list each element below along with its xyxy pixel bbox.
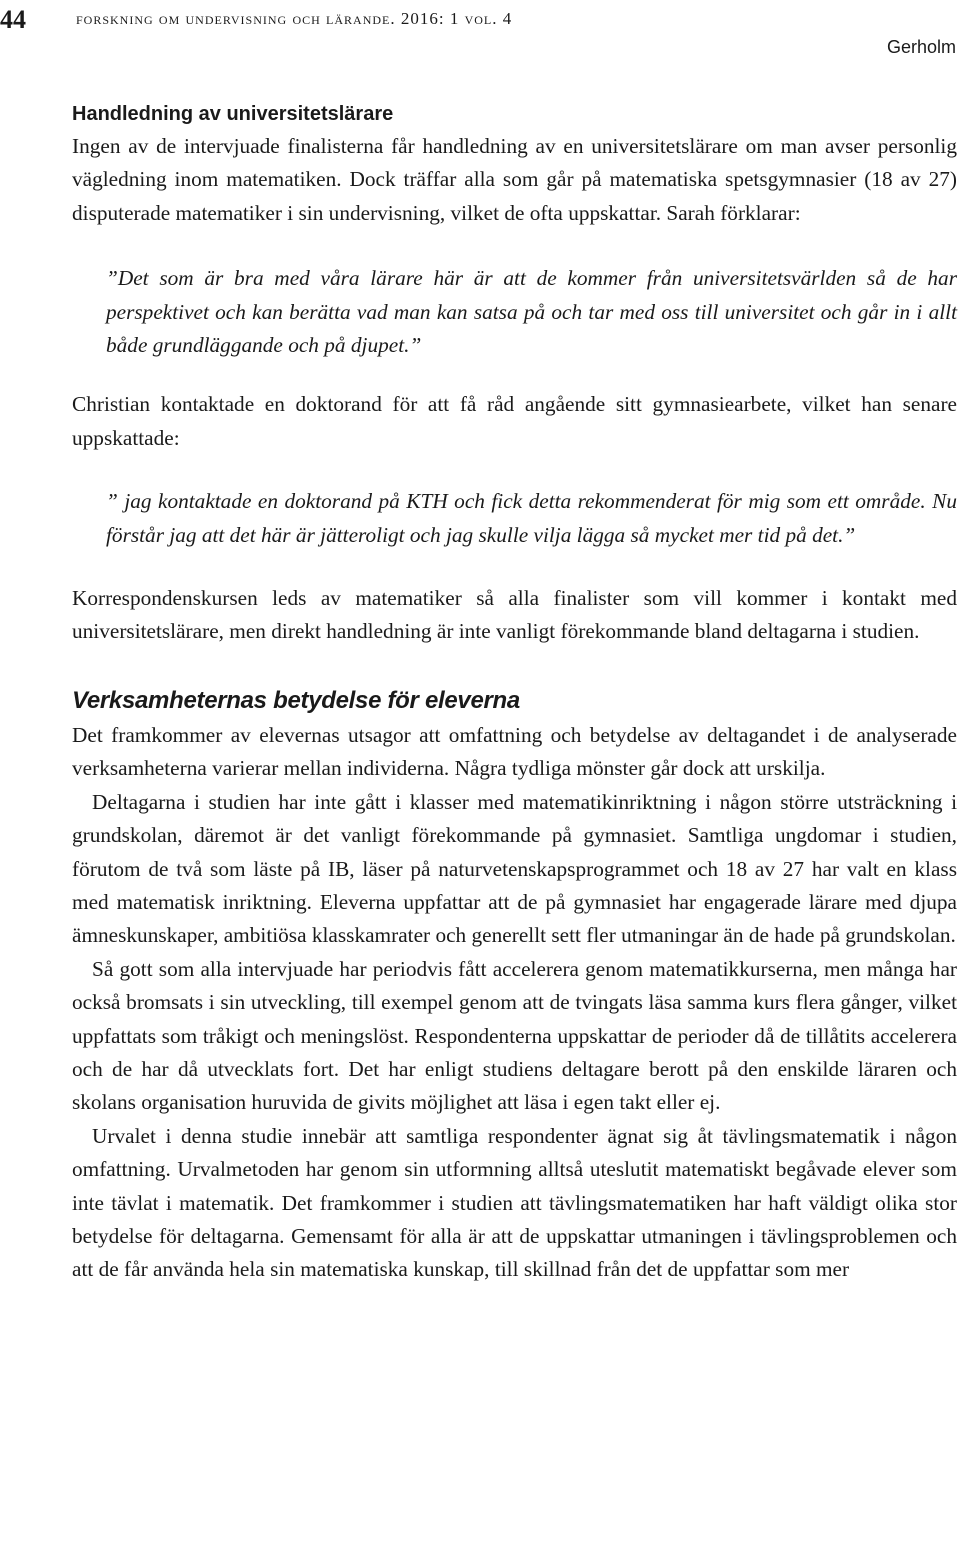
section-heading: Verksamheternas betydelse för eleverna [72,686,520,714]
paragraph: Ingen av de intervjuade finalisterna får handledning av en universitetslärare om man avser personlig vägledning inom matematiken. Dock träffar alla som går på matematiska spetsgymnasier (18 av 27) disputerade matematiker i sin undervisning, vilket de ofta uppskattar. Sarah förklarar: [72,134,957,225]
paragraph: Urvalet i denna studie innebär att samtliga respondenter ägnat sig åt tävlingsmatematik i någon omfattning. Urvalmetoden har genom sin utformning alltså uteslutit matematiskt begåvade elever som inte tävlat i matematik. Det framkommer i studien att tävlingsmatematiken har haft väldigt olika stor betydelse för deltagarna. Gemensamt för alla är att de uppskattar utmaningen i tävlingsproblemen och att de får använda hela sin matematiska kunskap, till skillnad från det de uppfattar som mer [72,1123,957,1282]
subsection-heading: Handledning av universitetslärare [72,103,394,125]
quote-block: ” jag kontaktade en doktorand på KTH och fick detta rekommenderat för mig som ett område. Nu förstår jag att det här är jätteroligt och jag skulle vilja lägga så mycket mer tid på det.” [106,489,957,547]
quote-block: ”Det som är bra med våra lärare här är att de kommer från universitetsvärlden så de har perspektivet och kan berätta vad man kan satsa på och tar med oss till universitet och går in i allt både grundläggande och på djupet.” [106,266,957,358]
paragraph: Det framkommer av elevernas utsagor att omfattning och betydelse av deltagandet i de analyserade verksamheterna varierar mellan individerna. Några tydliga mönster går dock att urskilja. [72,722,957,781]
running-head: forskning om undervisning och lärande. 2016: 1 vol. 4 [76,9,513,28]
author-name: Gerholm [886,37,956,57]
paragraph: Christian kontaktade en doktorand för att få råd angående sitt gymnasiearbete, vilket han senare uppskattade: [72,392,957,450]
paragraph: Korrespondenskursen leds av matematiker så alla finalister som vill kommer i kontakt med universitetslärare, men direkt handledning är inte vanligt förekommande bland deltagarna i studien. [72,586,957,644]
paragraph: Så gott som alla intervjuade har periodvis fått accelerera genom matematikkurserna, men många har också bromsats i sin utveckling, till exempel genom att de tvingats läsa samma kurs flera gånger, vilket uppfattats som tråkigt och meningslöst. Respondenterna uppskattar de perioder då de tillåtits accelerera och de har då utvecklats fort. Det har enligt studiens deltagare berott på den enskilde läraren och skolans organisation huruvida de givits möjlighet att läsa i egen takt eller ej. [72,956,957,1115]
article-body [72,98,957,1287]
paragraph: Deltagarna i studien har inte gått i klasser med matematikinriktning i någon större utsträckning i grundskolan, däremot är det vanligt förekommande på gymnasiet. Samtliga ungdomar i studien, förutom de två som läste på IB, läser på naturvetenskapsprogrammet och 18 av 27 har valt en klass med matematisk inriktning. Eleverna uppfattar att de på gymnasiet har engagerade lärare med djupa ämneskunskaper, ambitiösa klasskamrater och generellt sett fler utmaningar än de hade på grundskolan. [72,789,957,948]
page-number: 44 [0,5,26,34]
